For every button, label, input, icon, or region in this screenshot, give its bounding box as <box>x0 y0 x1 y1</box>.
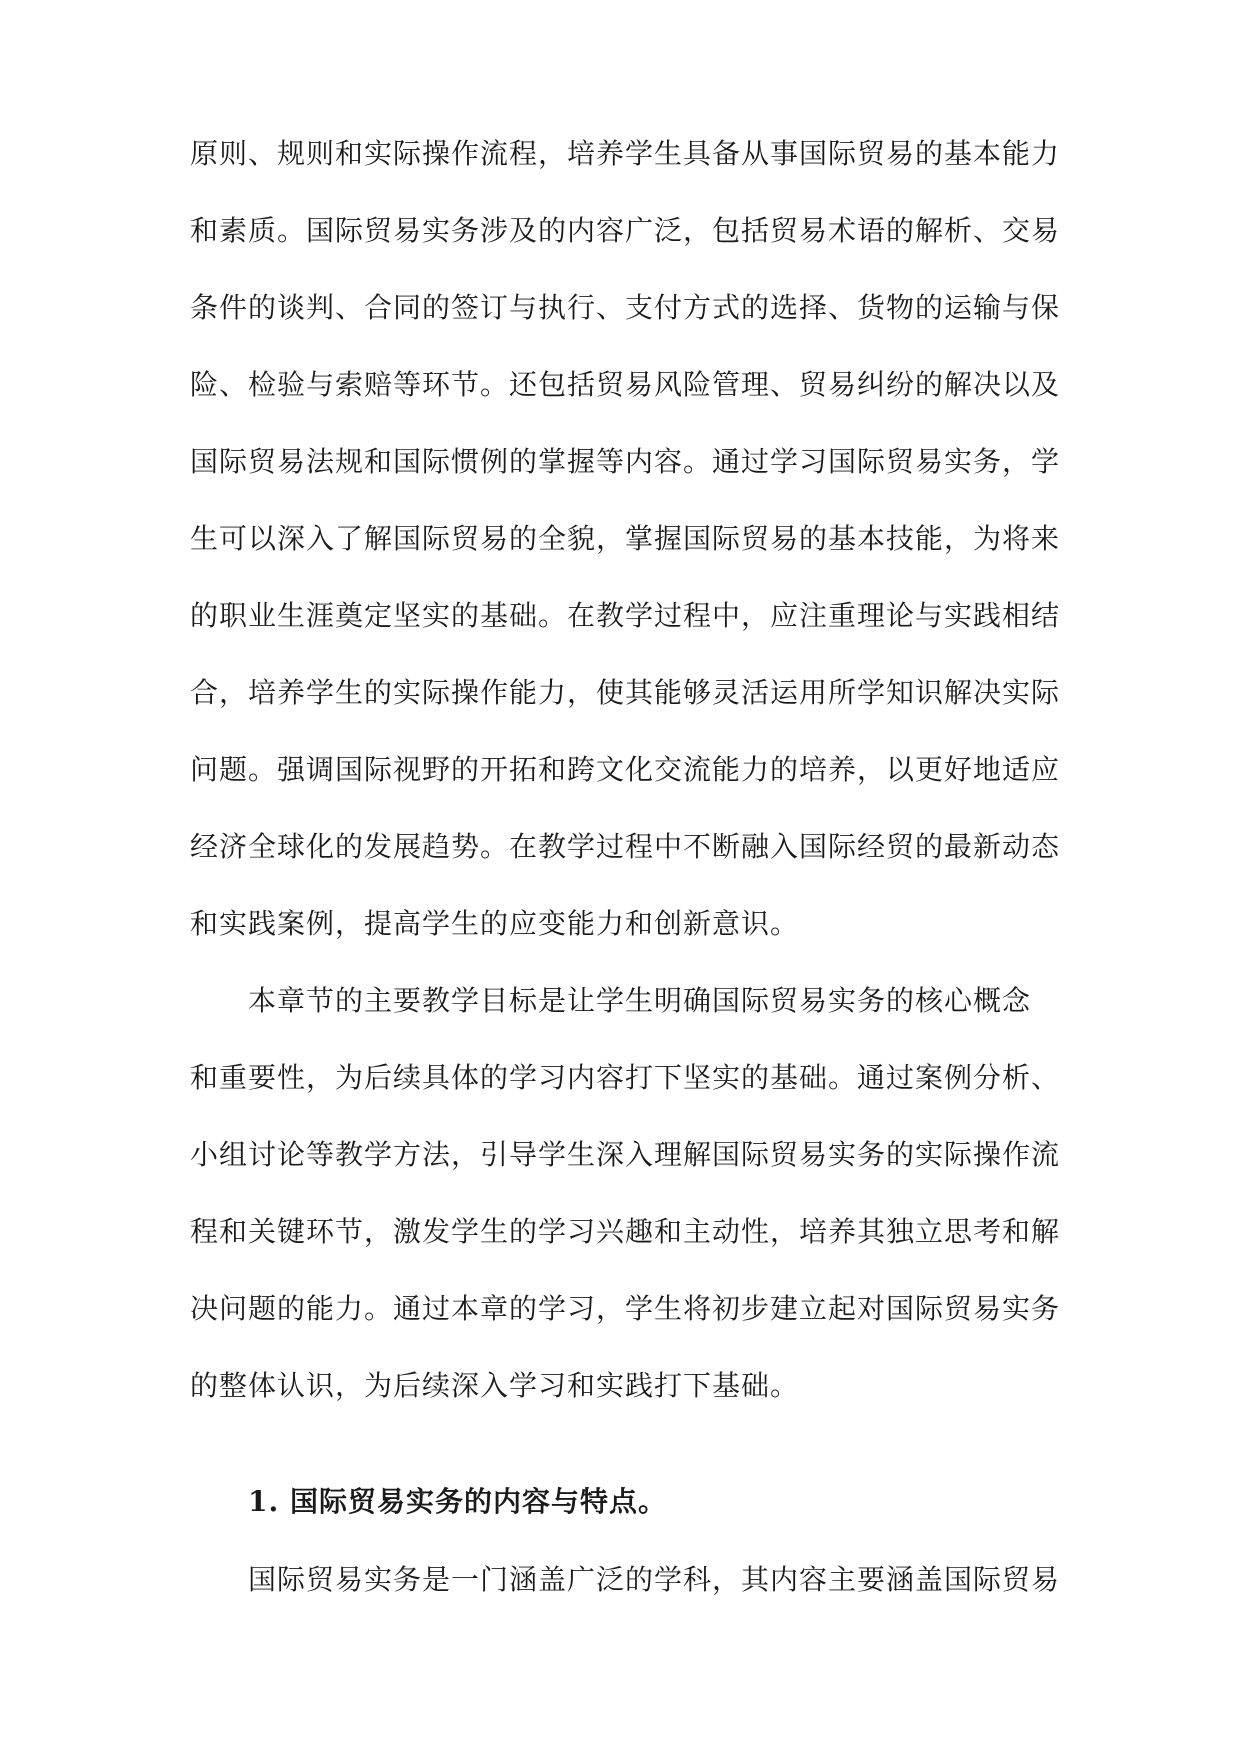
paragraph-line: 和重要性，为后续具体的学习内容打下坚实的基础。通过案例分析、 <box>190 1061 1061 1094</box>
paragraph-line: 条件的谈判、合同的签订与执行、支付方式的选择、货物的运输与保 <box>190 291 1061 324</box>
paragraph-line: 小组讨论等教学方法，引导学生深入理解国际贸易实务的实际操作流 <box>190 1138 1061 1171</box>
section-number: 1. <box>248 1485 280 1518</box>
paragraph-line: 合，培养学生的实际操作能力，使其能够灵活运用所学知识解决实际 <box>190 676 1061 709</box>
paragraph-line: 和素质。国际贸易实务涉及的内容广泛，包括贸易术语的解析、交易 <box>190 214 1061 247</box>
section-heading-line <box>248 1482 667 1522</box>
paragraph-line: 生可以深入了解国际贸易的全貌，掌握国际贸易的基本技能，为将来 <box>190 522 1061 555</box>
paragraph-line: 和实践案例，提高学生的应变能力和创新意识。 <box>190 907 800 940</box>
paragraph-line: 程和关键环节，激发学生的学习兴趣和主动性，培养其独立思考和解 <box>190 1215 1061 1248</box>
paragraph-line: 国际贸易实务是一门涵盖广泛的学科，其内容主要涵盖国际贸易 <box>248 1563 1061 1596</box>
paragraph-line: 决问题的能力。通过本章的学习，学生将初步建立起对国际贸易实务 <box>190 1292 1061 1325</box>
paragraph-line: 原则、规则和实际操作流程，培养学生具备从事国际贸易的基本能力 <box>190 137 1061 170</box>
paragraph-line: 问题。强调国际视野的开拓和跨文化交流能力的培养，以更好地适应 <box>190 753 1061 786</box>
section-title: 国际贸易实务的内容与特点。 <box>290 1485 668 1518</box>
paragraph-line: 国际贸易法规和国际惯例的掌握等内容。通过学习国际贸易实务，学 <box>190 445 1061 478</box>
paragraph-line: 本章节的主要教学目标是让学生明确国际贸易实务的核心概念 <box>248 984 1032 1017</box>
paragraph-line: 的职业生涯奠定坚实的基础。在教学过程中，应注重理论与实践相结 <box>190 599 1061 632</box>
paragraph-line: 的整体认识，为后续深入学习和实践打下基础。 <box>190 1369 800 1402</box>
paragraph-line: 经济全球化的发展趋势。在教学过程中不断融入国际经贸的最新动态 <box>190 830 1061 863</box>
paragraph-line: 险、检验与索赔等环节。还包括贸易风险管理、贸易纠纷的解决以及 <box>190 368 1061 401</box>
